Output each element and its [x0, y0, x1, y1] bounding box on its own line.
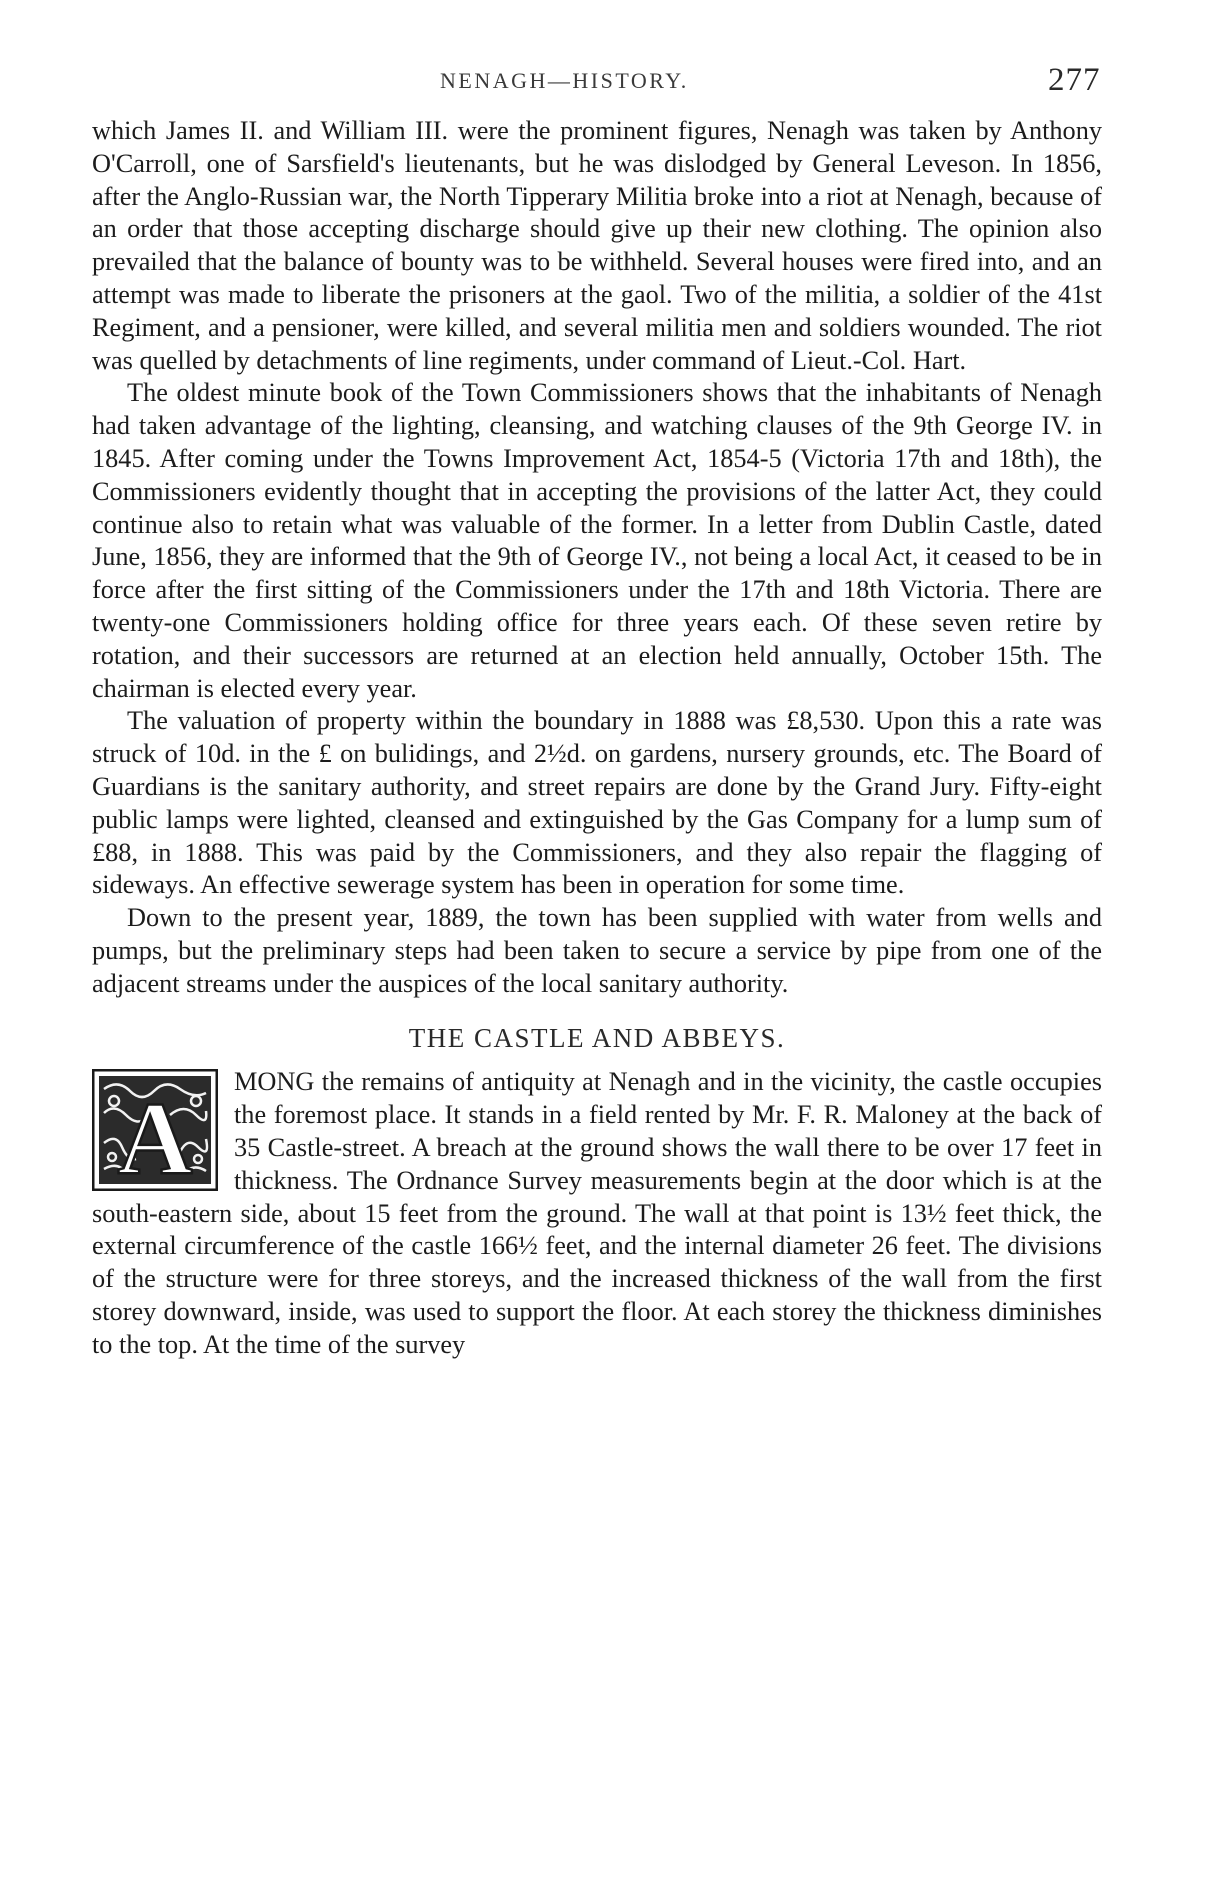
paragraph-town-commissioners: The oldest minute book of the Town Commissioners shows that the inhabitants of Nenagh had taken advantage of the lighting, cleansing, and watching clauses of the 9th George IV. in 1845. After coming under the Towns Improvement Act, 1854-5 (Victoria 17th and 18th), the Commissioners evidently thought that in accepting the provisions of the latter Act, they could continue also to retain what was valuable of the former. In a letter from Dublin Castle, dated June, 1856, they are informed that the 9th of George IV., not being a local Act, it ceased to be in force after the first sitting of the Commissioners under the 17th and 18th Victoria. There are twenty-one Commissioners holding office for three years each. Of these seven retire by rotation, and their successors are returned at an election held annually, October 15th. The chairman is elected every year. — [92, 378, 1102, 703]
drop-cap-letter: A — [117, 1081, 193, 1192]
decorated-initial-a-icon — [92, 1069, 218, 1191]
page-number: 277 — [1048, 62, 1101, 98]
drop-cap-ornament — [92, 1069, 218, 1191]
paragraph-valuation: The valuation of property within the boundary in 1888 was £8,530. Upon this a rate was struck of 10d. in the £ on bulidings, and 2½d. on gardens, nursery grounds, etc. The Board of Guardians is the sanitary authority, and street repairs are done by the Grand Jury. Fifty-eight public lamps were lighted, cleansed and extinguished by the Gas Company for a lump sum of £88, in 1888. This was paid by the Commissioners, and they also repair the flagging of sideways. An effective sewerage system has been in operation for some time. — [92, 706, 1102, 900]
paragraph-castle — [92, 1066, 1102, 1361]
castle-text: MONG the remains of antiquity at Nenagh and in the vicinity, the castle occupies the foremost place. It stands in a field rented by Mr. F. R. Maloney at the back of 35 Castle-street. A breach at the ground shows the wall there to be over 17 feet in thickness. The Ordnance Survey measurements begin at the door which is at the south-eastern side, about 15 feet from the ground. The wall at that point is 13½ feet thick, the external circumference of the castle 166½ feet, and the internal diameter 26 feet. The divisions of the structure were for three storeys, and the increased thickness of the wall from the first storey downward, inside, was used to support the floor. At each storey the thickness diminishes to the top. At the time of the survey — [92, 1067, 1102, 1359]
running-head: NENAGH—HISTORY. — [440, 68, 689, 93]
section-title: THE CASTLE AND ABBEYS. — [408, 1022, 786, 1053]
paragraph-water-supply: Down to the present year, 1889, the town has been supplied with water from wells and pumps, but the preliminary steps had been taken to secure a service by pipe from one of the adjacent streams under the auspices of the local sanitary authority. — [92, 903, 1102, 998]
body-text — [92, 115, 1102, 1361]
paragraph-continuation: which James II. and William III. were the prominent figures, Nenagh was taken by Anthony O'Carroll, one of Sarsfield's lieutenants, but he was dislodged by General Leveson. In 1856, after the Anglo-Russian war, the North Tipperary Militia broke into a riot at Nenagh, because of an order that those accepting discharge should give up their new clothing. The opinion also prevailed that the balance of bounty was to be withheld. Several houses were fired into, and an attempt was made to liberate the prisoners at the gaol. Two of the militia, a soldier of the 41st Regiment, and a pensioner, were killed, and several militia men and soldiers wounded. The riot was quelled by detachments of line regiments, under command of Lieut.-Col. Hart. — [92, 116, 1102, 375]
page-header — [0, 62, 1214, 106]
